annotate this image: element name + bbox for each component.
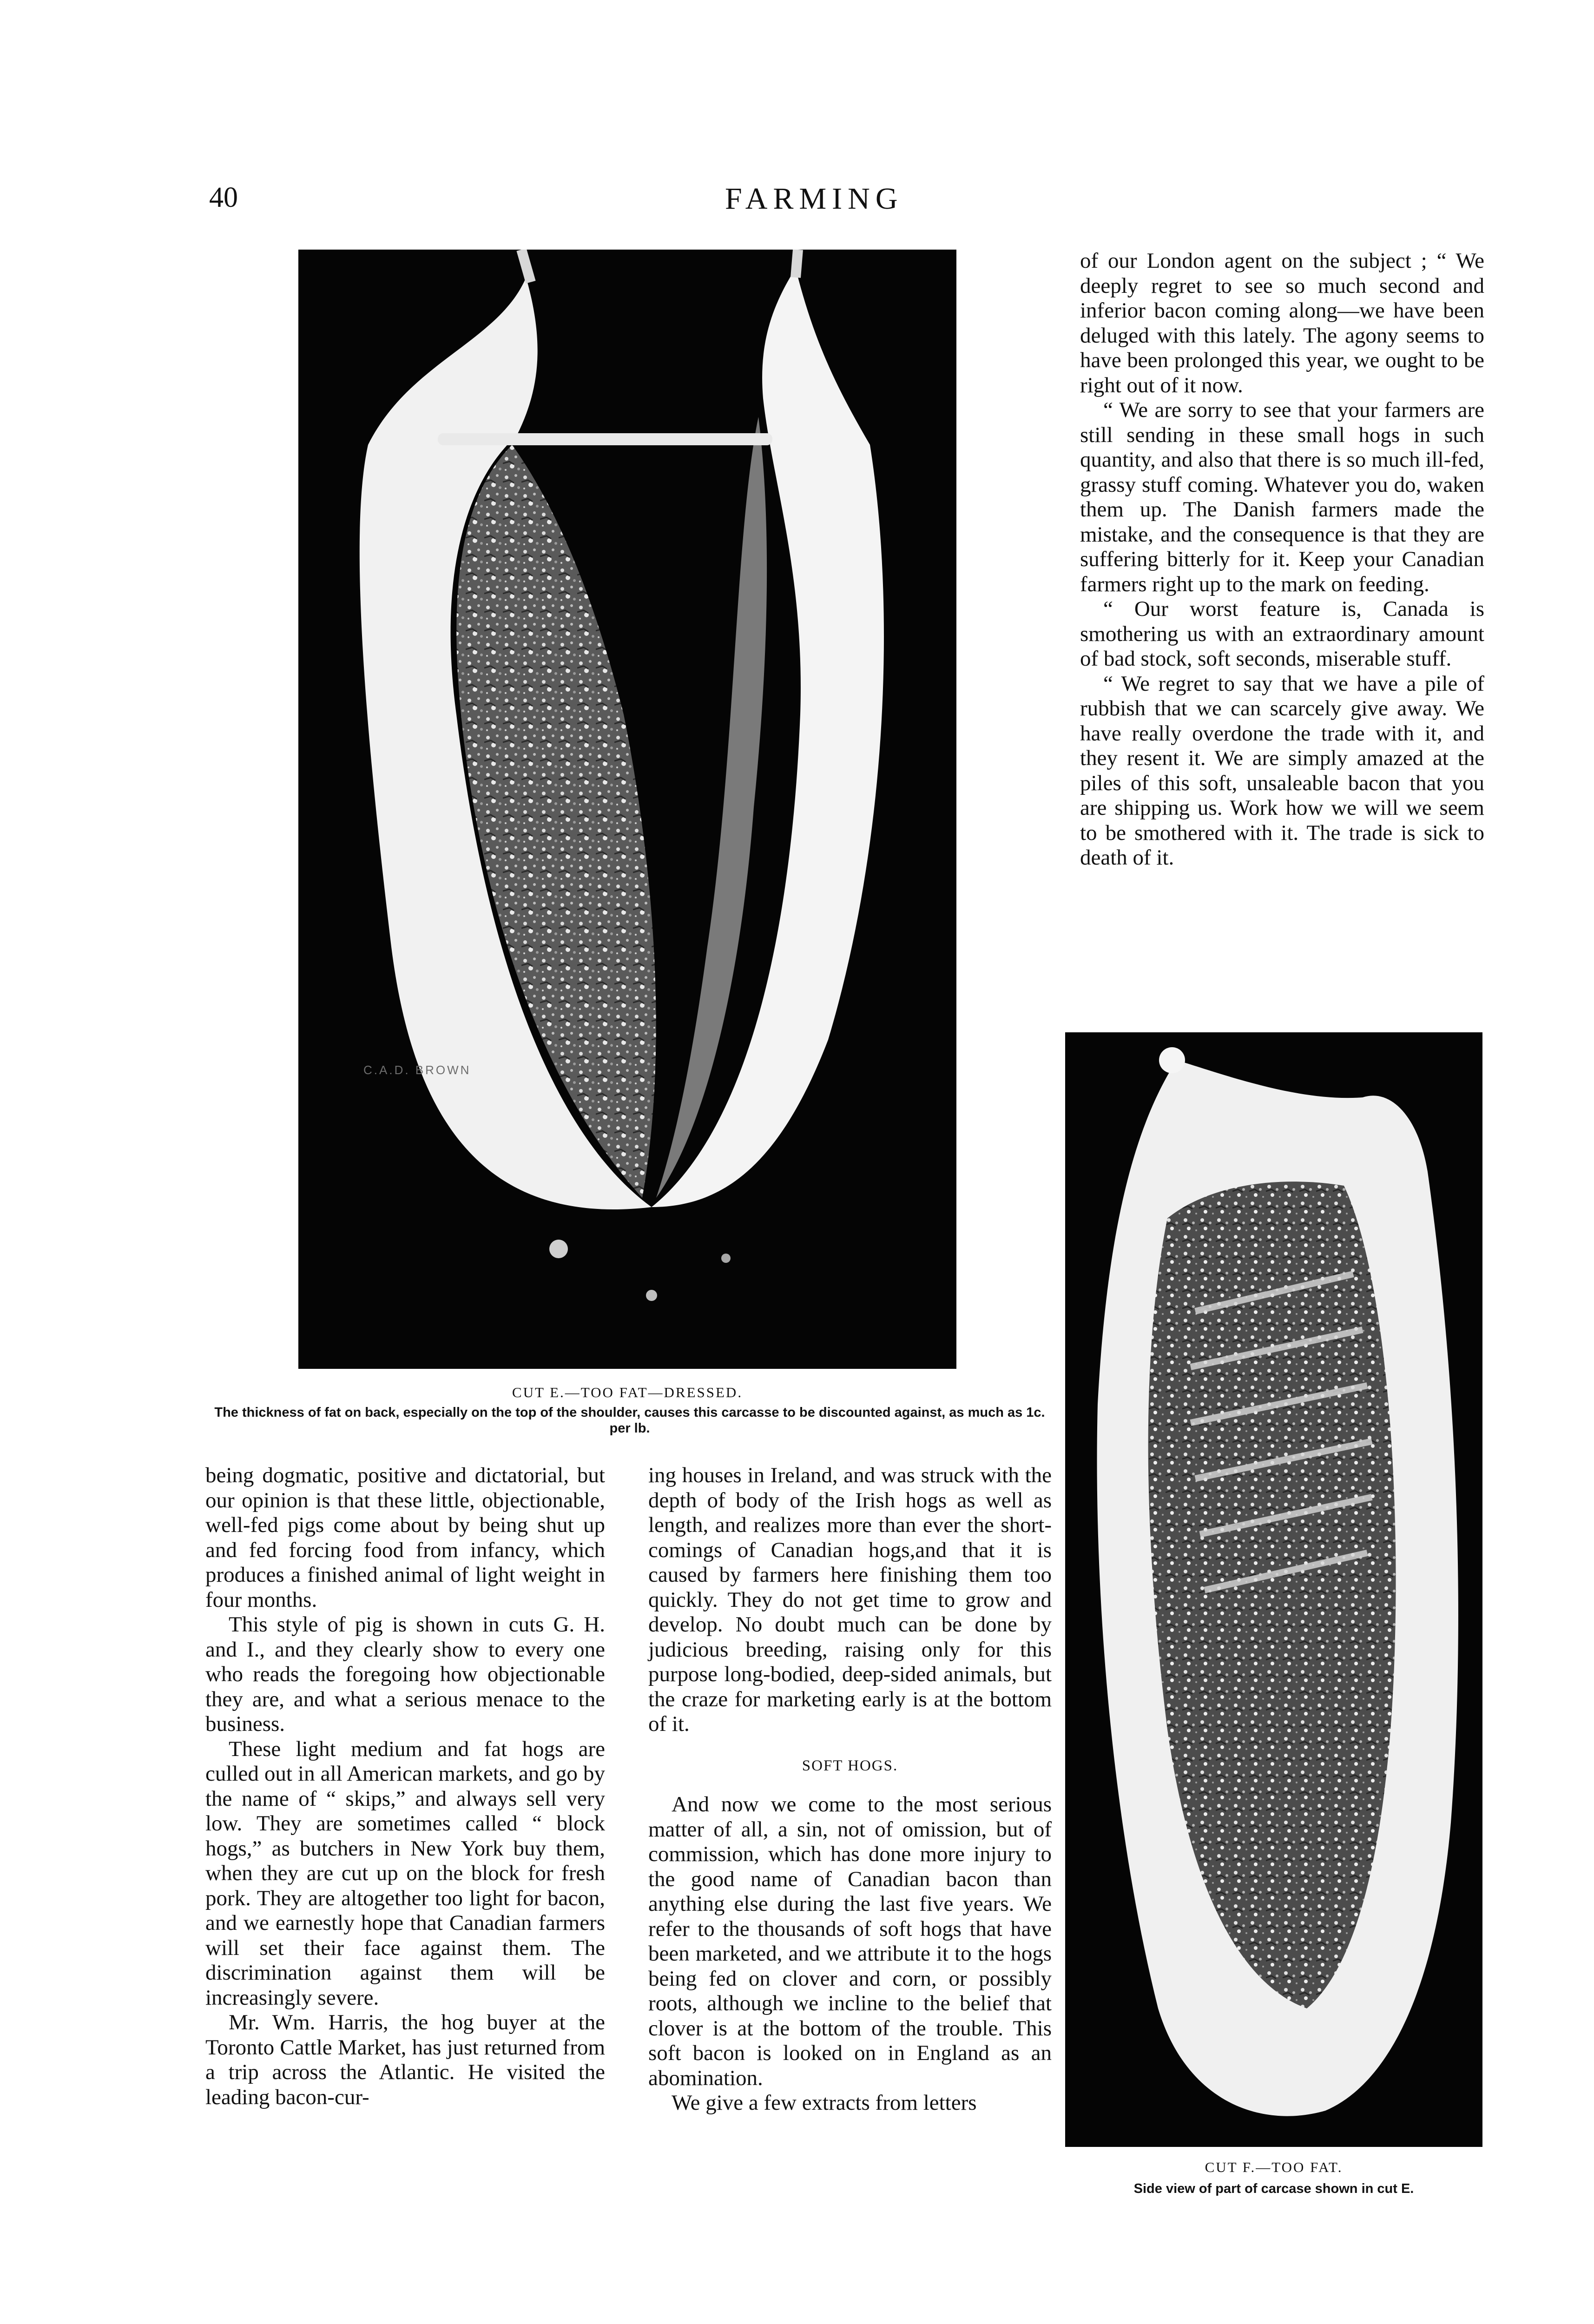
- middle-paragraph: And now we come to the most serious matter of all, a sin, not of omission, but of commission, which has done more injury to the good name of Canadian bacon than anything else during the last five years. We refer to the thousands of soft hogs that have been marketed, and we attribute it to the hogs being fed on clover and corn, or possibly roots, although we incline to the belief that clover is at the bottom of the trouble. This soft bacon is looked on in England as an abomination.: [648, 1792, 1052, 2090]
- page-number: 40: [209, 182, 238, 213]
- left-paragraph: Mr. Wm. Harris, the hog buyer at the Toronto Cattle Market, has just returned from a trip across the Atlantic. He visited the leading bacon-cur-: [205, 2010, 605, 2109]
- left-column-text: [205, 1463, 605, 2110]
- caption-cut-e-text: The thickness of fat on back, especially on the top of the shoulder, causes this carcasse to be discounted against, as much as 1c. per lb.: [214, 1405, 1045, 1436]
- caption-cut-e-title: CUT E.—TOO FAT—DRESSED.: [512, 1384, 743, 1400]
- photo-cut-f: [1065, 1032, 1482, 2147]
- running-title: FARMING: [725, 182, 903, 216]
- caption-cut-f-text: Side view of part of carcase shown in cut E.: [1133, 2181, 1414, 2196]
- photo-watermark: C.A.D. BROWN: [363, 1063, 471, 1077]
- left-paragraph: This style of pig is shown in cuts G. H. and I., and they clearly show to every one who reads the foregoing how objectionable they are, and what a serious menace to the business.: [205, 1612, 605, 1736]
- left-paragraph: being dogmatic, positive and dictatorial, but our opinion is that these little, objectionable, well-fed pigs come about by being shut up and fed forcing food from infancy, which produces a finished animal of light weight in four months.: [205, 1463, 605, 1612]
- right-paragraph: “ We are sorry to see that your farmers are still sending in these small hogs in such quantity, and also that there is so much ill-fed, grassy stuff coming. Whatever you do, waken them up. The Danish farmers made the mistake, and the consequence is that they are suffering bitterly for it. Keep your Canadian farmers right up to the mark on feeding.: [1080, 398, 1484, 596]
- middle-paragraph: We give a few extracts from letters: [672, 2091, 977, 2115]
- right-column-text: [1080, 249, 1484, 871]
- photo-cut-e: [298, 250, 956, 1369]
- right-paragraph: “ Our worst feature is, Canada is smothering us with an extraordinary amount of bad stock, soft seconds, miserable stuff.: [1080, 597, 1484, 671]
- right-paragraph: of our London agent on the subject ; “ We deeply regret to see so much second and inferior bacon coming along—we have been deluged with this lately. The agony seems to have been prolonged this year, we ought to be right out of it now.: [1080, 249, 1484, 397]
- middle-paragraph: ing houses in Ireland, and was struck with the depth of body of the Irish hogs as well as length, and realizes more than ever the short-comings of Canadian hogs,and that it is caused by farmers here finishing them too quickly. They do not get time to grow and develop. No doubt much can be done by judicious breeding, raising only for this purpose long-bodied, deep-sided animals, but the craze for marketing early is at the bottom of it.: [648, 1463, 1052, 1736]
- middle-column-text: [648, 1463, 1052, 2116]
- right-paragraph: “ We regret to say that we have a pile of rubbish that we can scarcely give away. We have really overdone the trade with it, and they resent it. We are simply amazed at the piles of this soft, unsaleable bacon that you are shipping us. Work how we will we seem to be smothered with it. The trade is sick to death of it.: [1080, 671, 1484, 870]
- caption-cut-f-title: CUT F.—TOO FAT.: [1205, 2159, 1343, 2175]
- carcass-dressed-illustration: [298, 250, 956, 1369]
- carcass-side-illustration: [1065, 1032, 1482, 2147]
- left-paragraph: These light medium and fat hogs are culled out in all American markets, and go by the name of “ skips,” and always sell very low. They are sometimes called “ block hogs,” as butchers in New York buy them, when they are cut up on the block for fresh pork. They are altogether too light for bacon, and we earnestly hope that Canadian farmers will set their face against them. The discrimination against them will be increasingly severe.: [205, 1736, 605, 2010]
- section-heading-soft-hogs: SOFT HOGS.: [802, 1757, 898, 1774]
